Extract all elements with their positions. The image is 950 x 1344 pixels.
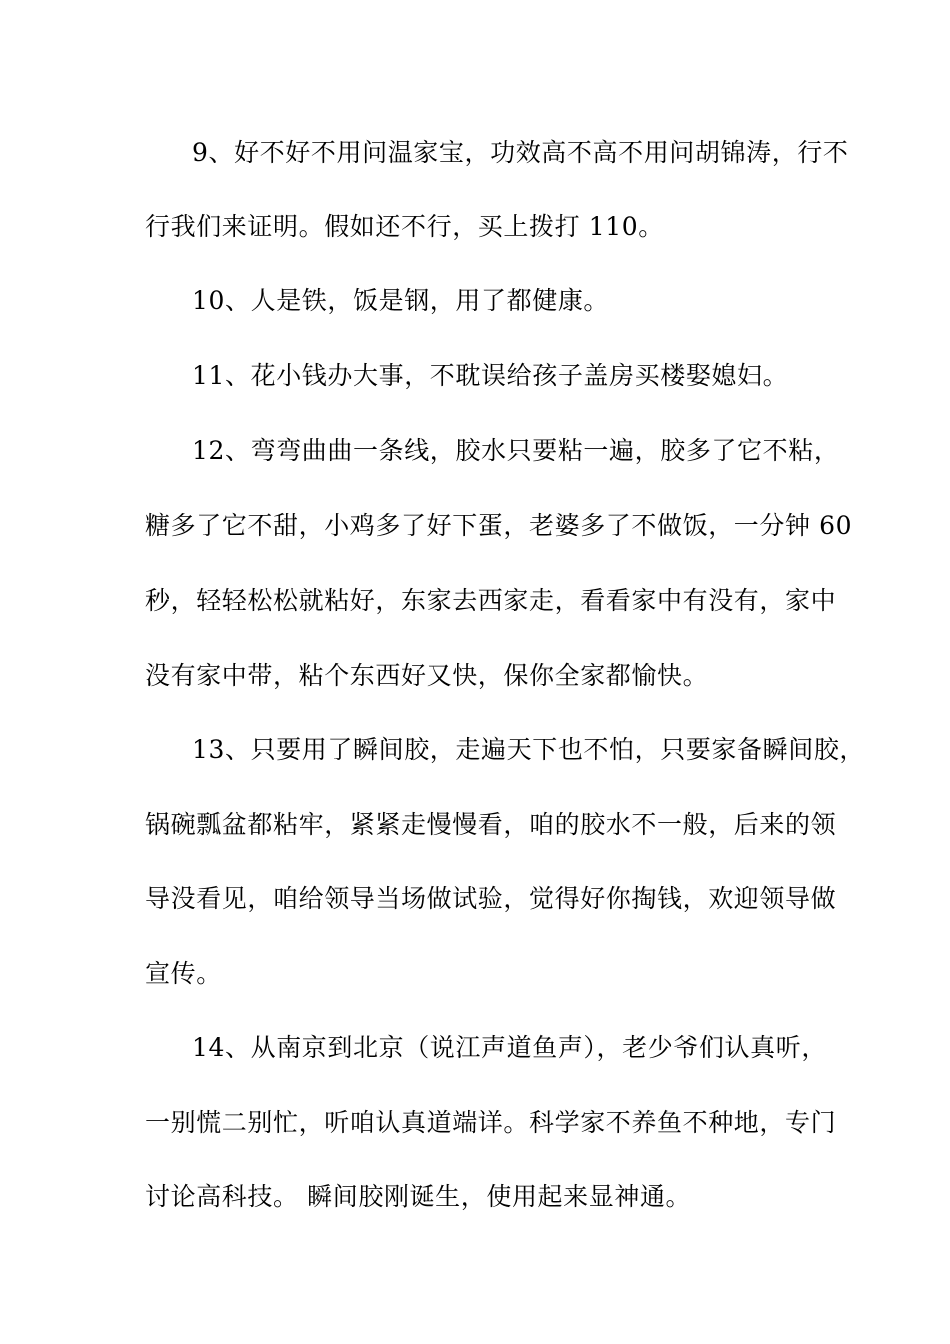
text-line-2: 行我们来证明。假如还不行，买上拨打 110。 <box>145 212 664 241</box>
text-line-4: 11、花小钱办大事，不耽误给孩子盖房买楼娶媳妇。 <box>192 361 789 390</box>
text-line-12: 宣传。 <box>145 959 222 988</box>
text-line-6: 糖多了它不甜，小鸡多了好下蛋，老婆多了不做饭，一分钟 60 <box>145 511 853 540</box>
text-line-1: 9、好不好不用问温家宝，功效高不高不用问胡锦涛，行不 <box>192 138 849 167</box>
text-line-14: 一别慌二别忙，听咱认真道端详。科学家不养鱼不种地，专门 <box>145 1108 837 1137</box>
text-line-10: 锅碗瓢盆都粘牢，紧紧走慢慢看，咱的胶水不一般，后来的领 <box>145 810 837 839</box>
text-line-15: 讨论高科技。 瞬间胶刚诞生，使用起来显神通。 <box>145 1182 692 1211</box>
text-line-9: 13、只要用了瞬间胶，走遍天下也不怕，只要家备瞬间胶， <box>192 735 866 764</box>
text-line-13: 14、从南京到北京（说江声道鱼声），老少爷们认真听， <box>192 1033 827 1062</box>
text-line-11: 导没看见，咱给领导当场做试验，觉得好你掏钱，欢迎领导做 <box>145 884 837 913</box>
text-line-8: 没有家中带，粘个东西好又快，保你全家都愉快。 <box>145 661 709 690</box>
text-line-7: 秒，轻轻松松就粘好，东家去西家走，看看家中有没有，家中 <box>145 586 837 615</box>
text-line-3: 10、人是铁，饭是钢，用了都健康。 <box>192 286 610 315</box>
text-line-5: 12、弯弯曲曲一条线，胶水只要粘一遍，胶多了它不粘， <box>192 436 840 465</box>
